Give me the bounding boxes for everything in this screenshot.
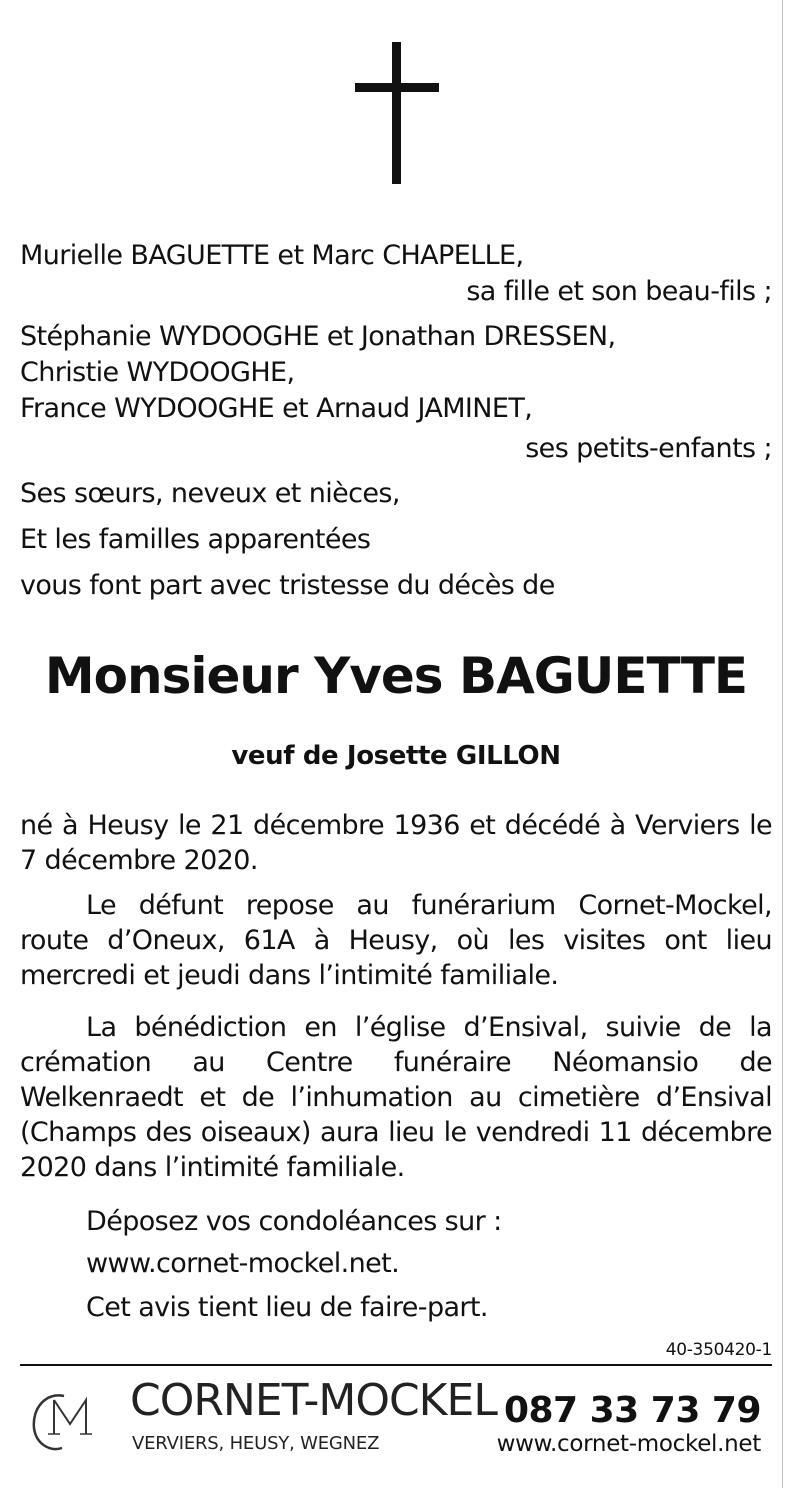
relation-daughter: sa fille et son beau-fils ; [466,276,772,307]
condolences-label: Déposez vos condoléances sur : [86,1206,502,1237]
widow-of: veuf de Josette GILLON [231,741,561,771]
funeral-home-locations: VERVIERS, HEUSY, WEGNEZ [132,1433,380,1454]
relation-grandchildren: ses petits-enfants ; [525,433,772,464]
funeral-home-phone[interactable]: 087 33 73 79 [503,1390,761,1431]
repose-paragraph: Le défunt repose au funérarium Cornet-Mockel, route d’Oneux, 61A à Heusy, où les visites ont lieu mercredi et jeudi dans l’intimité familiale. [20,890,772,991]
reference-number: 40-350420-1 [665,1340,772,1360]
family-line-3: Christie WYDOOGHE, [20,357,295,388]
family-line-5: Ses sœurs, neveux et nièces, [20,478,400,509]
footer-divider [20,1364,772,1366]
birth-death-paragraph: né à Heusy le 21 décembre 1936 et décédé à Verviers le 7 décembre 2020. [20,810,772,876]
notice-statement: Cet avis tient lieu de faire-part. [86,1292,488,1323]
family-line-1: Murielle BAGUETTE et Marc CHAPELLE, [20,240,524,271]
condolences-link[interactable]: www.cornet-mockel.net. [86,1248,400,1279]
ceremony-paragraph: La bénédiction en l’église d’Ensival, suivie de la crémation au Centre funéraire Néomansio de Welkenraedt et de l’inhumation au cimetière d’Ensival (Champs des oiseaux) aura lieu le vendredi 11 décembre 2020 dans l’intimité familiale. [20,1012,772,1183]
family-line-4: France WYDOOGHE et Arnaud JAMINET, [20,393,533,424]
funeral-home-name: CORNET-MOCKEL [130,1375,497,1426]
family-line-2: Stéphanie WYDOOGHE et Jonathan DRESSEN, [20,321,616,352]
cornet-mockel-logo-icon [24,1378,102,1458]
deceased-name: Monsieur Yves BAGUETTE [44,647,748,705]
family-line-7: vous font part avec tristesse du décès de [20,570,555,601]
cross-icon [355,42,439,184]
right-border [782,0,783,1488]
funeral-home-website[interactable]: www.cornet-mockel.net [496,1431,761,1457]
family-line-6: Et les familles apparentées [20,524,371,555]
